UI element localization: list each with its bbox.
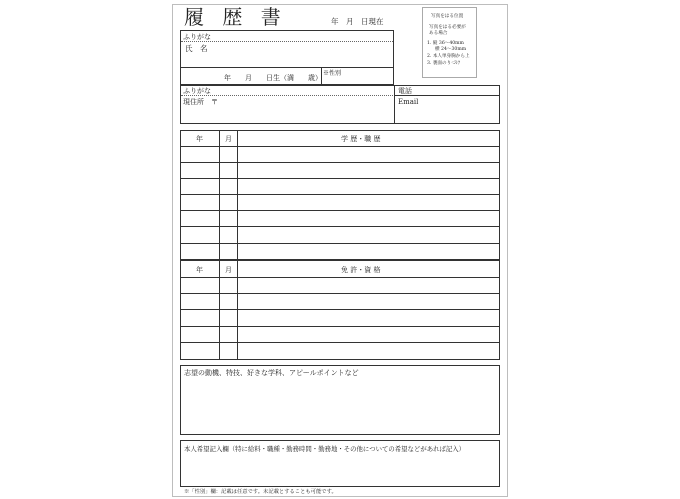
address-furigana-divider	[181, 95, 393, 96]
phone-label[interactable]: 電話	[398, 87, 412, 95]
license-title: 免 許・資 格	[341, 266, 381, 274]
photo-size-2: 横 24〜30mm	[435, 47, 467, 52]
email-label[interactable]: Email	[398, 98, 419, 106]
table-row	[181, 146, 499, 147]
photo-size-1: 1. 縦 36〜40mm	[427, 41, 464, 46]
photo-note-4: 3. 裏面のりづけ	[427, 61, 461, 66]
table-row	[181, 162, 499, 163]
furigana-divider	[181, 41, 393, 42]
motivation-label: 志望の動機、特技、好きな学科、アピールポイントなど	[184, 369, 359, 377]
photo-note-2: ある場合	[429, 31, 448, 36]
phone-divider	[395, 95, 499, 96]
date-field: 年 月 日現在	[331, 17, 384, 26]
history-title: 学 歴・職 歴	[341, 135, 381, 143]
name-label[interactable]: 氏 名	[185, 44, 208, 53]
table-row	[181, 277, 499, 278]
table-row	[181, 243, 499, 244]
photo-box	[422, 7, 477, 78]
address-phone-divider	[394, 85, 395, 123]
table-row	[181, 342, 499, 343]
license-month-header: 月	[225, 266, 232, 274]
photo-note-3: 2. 本人単身胸から上	[427, 54, 470, 59]
history-year-header: 年	[196, 135, 203, 143]
table-row	[181, 194, 499, 195]
license-year-header: 年	[196, 266, 203, 274]
name-divider	[181, 67, 393, 68]
page-title: 履 歴 書	[184, 5, 287, 29]
furigana-label: ふりがな	[183, 33, 211, 41]
address-box	[180, 85, 500, 124]
table-row	[181, 309, 499, 310]
wishes-label: 本人希望記入欄（特に給料・職種・勤務時間・勤務地・その他についての希望などがあれば記入）	[184, 445, 466, 453]
table-row	[181, 326, 499, 327]
table-row	[181, 226, 499, 227]
table-row	[181, 293, 499, 294]
license-table	[180, 260, 500, 360]
footer-note: ※「性別」欄：記載は任意です。未記載とすることも可能です。	[184, 489, 337, 495]
birth-date-field[interactable]: 年 月 日生（満 歳）	[224, 74, 322, 82]
address-furigana-label: ふりがな	[183, 87, 211, 95]
gender-label[interactable]: ※性別	[323, 70, 342, 77]
photo-caption: 写真をはる位置	[431, 14, 464, 19]
history-month-header: 月	[225, 135, 232, 143]
table-row	[181, 178, 499, 179]
table-row	[181, 210, 499, 211]
photo-note-1: 写真をはる必要が	[429, 25, 466, 30]
history-table	[180, 130, 500, 260]
address-label[interactable]: 現住所 〒	[183, 98, 218, 106]
